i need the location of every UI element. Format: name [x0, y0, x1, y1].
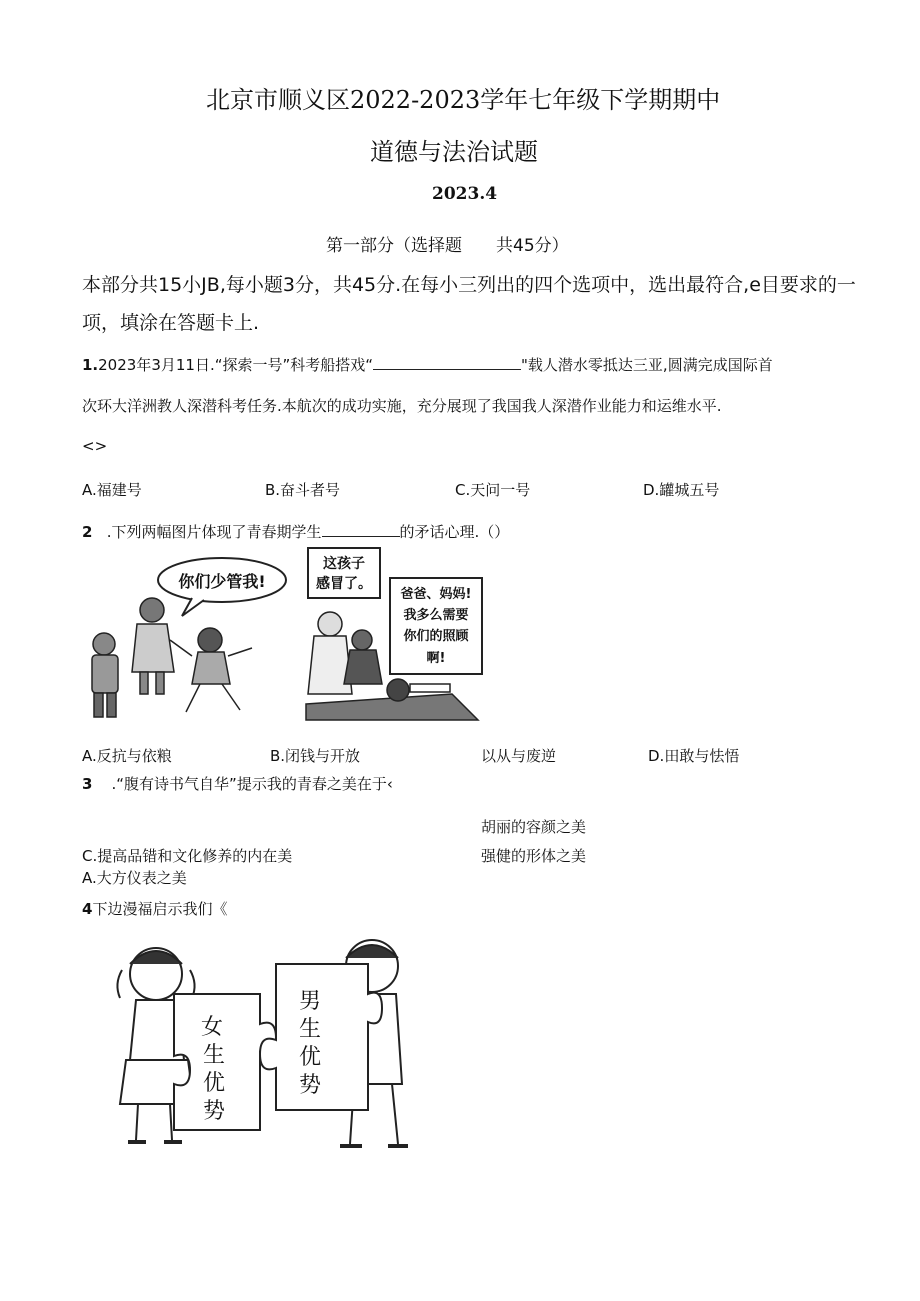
bubble-child-line1: 爸爸、妈妈! [400, 587, 472, 602]
bubble-doctor-line2: 感冒了。 [316, 576, 372, 592]
question-1-answer-paren: <> [82, 437, 108, 455]
bubble-child-line3: 你们的照顾 [403, 629, 469, 644]
question-1-stem: 1.2023年3月11日.“探索一号”科考船搭戏“ "载人潜水零抵达三亚,圆满完成国际首 [82, 356, 773, 374]
question-2-stem: 2 .下列两幅图片体现了青春期学生 的矛话心理.（） [82, 523, 510, 541]
question-3-option-c[interactable]: C.提高品错和文化修养的内在美 [82, 847, 293, 865]
question-1-option-b[interactable]: B.奋斗者号 [265, 481, 341, 499]
puzzle-left-char-3: 优 [202, 1071, 226, 1096]
puzzle-right-char-2: 生 [298, 1017, 322, 1042]
puzzle-right-char-1: 男 [298, 989, 322, 1014]
section-instructions-line2: 项，填涂在答题卡上. [82, 312, 260, 334]
bubble-doctor-line1: 这孩子 [323, 556, 365, 572]
question-1-stem-line2: 次环大洋洲教人深潜科考任务.本航次的成功实施，充分展现了我国我人深潜作业能力和运维水平. [82, 397, 722, 415]
section-heading: 第一部分（选择题 共45分） [326, 236, 569, 256]
question-3-option-d[interactable]: 强健的形体之美 [481, 847, 587, 865]
puzzle-right-char-4: 势 [298, 1073, 322, 1098]
cartoon-puzzle-image [110, 934, 410, 1160]
question-2-option-c[interactable]: 以从与废逆 [481, 747, 557, 765]
question-3-option-b[interactable]: 胡丽的容颜之美 [481, 818, 587, 836]
question-1-option-a[interactable]: A.福建号 [82, 481, 142, 499]
question-4-stem: 4下边漫福启示我们《 [82, 900, 228, 918]
page-title: 北京市顺义区2022-2023学年七年级下学期期中 [206, 86, 721, 114]
question-3-option-a[interactable]: A.大方仪表之美 [82, 869, 187, 887]
puzzle-left-char-4: 势 [202, 1099, 226, 1124]
exam-date: 2023.4 [432, 184, 498, 204]
question-2-option-b[interactable]: B.闭钱与开放 [270, 747, 361, 765]
question-2-option-a[interactable]: A.反抗与依粮 [82, 747, 172, 765]
bubble-child-line4: 啊! [426, 651, 446, 666]
cartoon-dependence-image [302, 544, 484, 724]
bubble-child-line2: 我多么需要 [403, 608, 469, 623]
question-2-option-d[interactable]: D.田敢与怯悟 [648, 747, 740, 765]
puzzle-left-char-1: 女 [200, 1015, 224, 1040]
page-subtitle: 道德与法治试题 [370, 138, 538, 166]
puzzle-right-char-3: 优 [298, 1045, 322, 1070]
question-1-option-c[interactable]: C.天问一号 [455, 481, 531, 499]
speech-bubble-text: 你们少管我! [178, 572, 266, 591]
puzzle-left-char-2: 生 [202, 1043, 226, 1068]
question-1-option-d[interactable]: D.罐城五号 [643, 481, 720, 499]
section-instructions-line1: 本部分共15小JB,每小题3分，共45分.在每小三列出的四个选项中，选出最符合,e目要求的一 [82, 274, 856, 296]
cartoon-rebellion-image [82, 552, 292, 724]
question-3-stem: 3 .“腹有诗书气自华”提示我的青春之美在于‹ [82, 775, 393, 793]
